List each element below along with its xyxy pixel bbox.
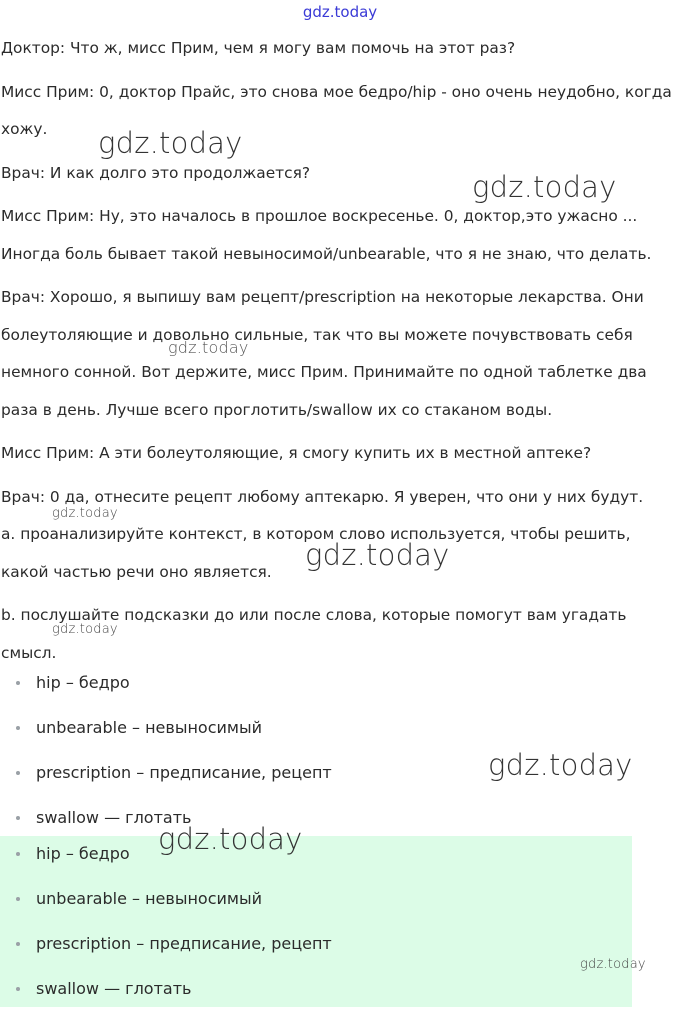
- watermark: gdz.today: [52, 622, 118, 637]
- list-item: swallow — глотать: [0, 966, 680, 1011]
- watermark: gdz.today: [488, 748, 633, 782]
- dialogue-line: Мисс Прим: 0, доктор Прайс, это снова мое бедро/hip - оно очень неудобно, когда хожу.: [1, 82, 672, 138]
- watermark: gdz.today: [472, 170, 617, 204]
- dialogue-line: Врач: Хорошо, я выпишу вам рецепт/prescription на некоторые лекарства. Они болеутоляющие и довольно сильные, так что вы можете почувствовать себя немного сонной. Вот держите, мисс Прим. Принимайте по одной таблетке два раза в день. Лучше всего проглотить/swallow их со стаканом воды.: [1, 288, 647, 419]
- dialogue-line: Мисс Прим: Ну, это началось в прошлое воскресенье. 0, доктор,это ужасно ... Иногда боль бывает такой невыносимой/unbearable, что я не знаю, что делать.: [1, 207, 652, 263]
- list-item: unbearable – невыносимый: [0, 876, 680, 921]
- vocabulary-list-highlighted: [0, 831, 680, 1011]
- watermark: gdz.today: [305, 538, 450, 572]
- list-item: hip – бедро: [0, 660, 680, 705]
- list-item: hip – бедро: [0, 831, 680, 876]
- dialogue-line: Доктор: Что ж, мисс Прим, чем я могу вам помочь на этот раз?: [1, 39, 516, 57]
- dialogue-line: Врач: 0 да, отнесите рецепт любому аптекарю. Я уверен, что они у них будут.: [1, 487, 644, 506]
- watermark: gdz.today: [98, 126, 243, 160]
- list-item: prescription – предписание, рецепт: [0, 750, 680, 795]
- watermark: gdz.today: [52, 506, 118, 521]
- watermark: gdz.today: [580, 957, 646, 972]
- list-item: swallow — глотать: [0, 795, 680, 840]
- dialogue-line: Врач: И как долго это продолжается?: [1, 163, 311, 182]
- watermark: gdz.today: [158, 822, 303, 856]
- instruction-a: a. проанализируйте контекст, в котором слово используется, чтобы решить, какой частью речи оно является.: [1, 525, 631, 581]
- instruction-b: b. послушайте подсказки до или после слова, которые помогут вам угадать смысл.: [1, 606, 627, 662]
- list-item: unbearable – невыносимый: [0, 705, 680, 750]
- dialogue-line: Мисс Прим: А эти болеутоляющие, я смогу купить их в местной аптеке?: [1, 444, 592, 462]
- list-item: prescription – предписание, рецепт: [0, 921, 680, 966]
- site-header-link[interactable]: gdz.today: [302, 3, 378, 21]
- watermark: gdz.today: [168, 338, 249, 357]
